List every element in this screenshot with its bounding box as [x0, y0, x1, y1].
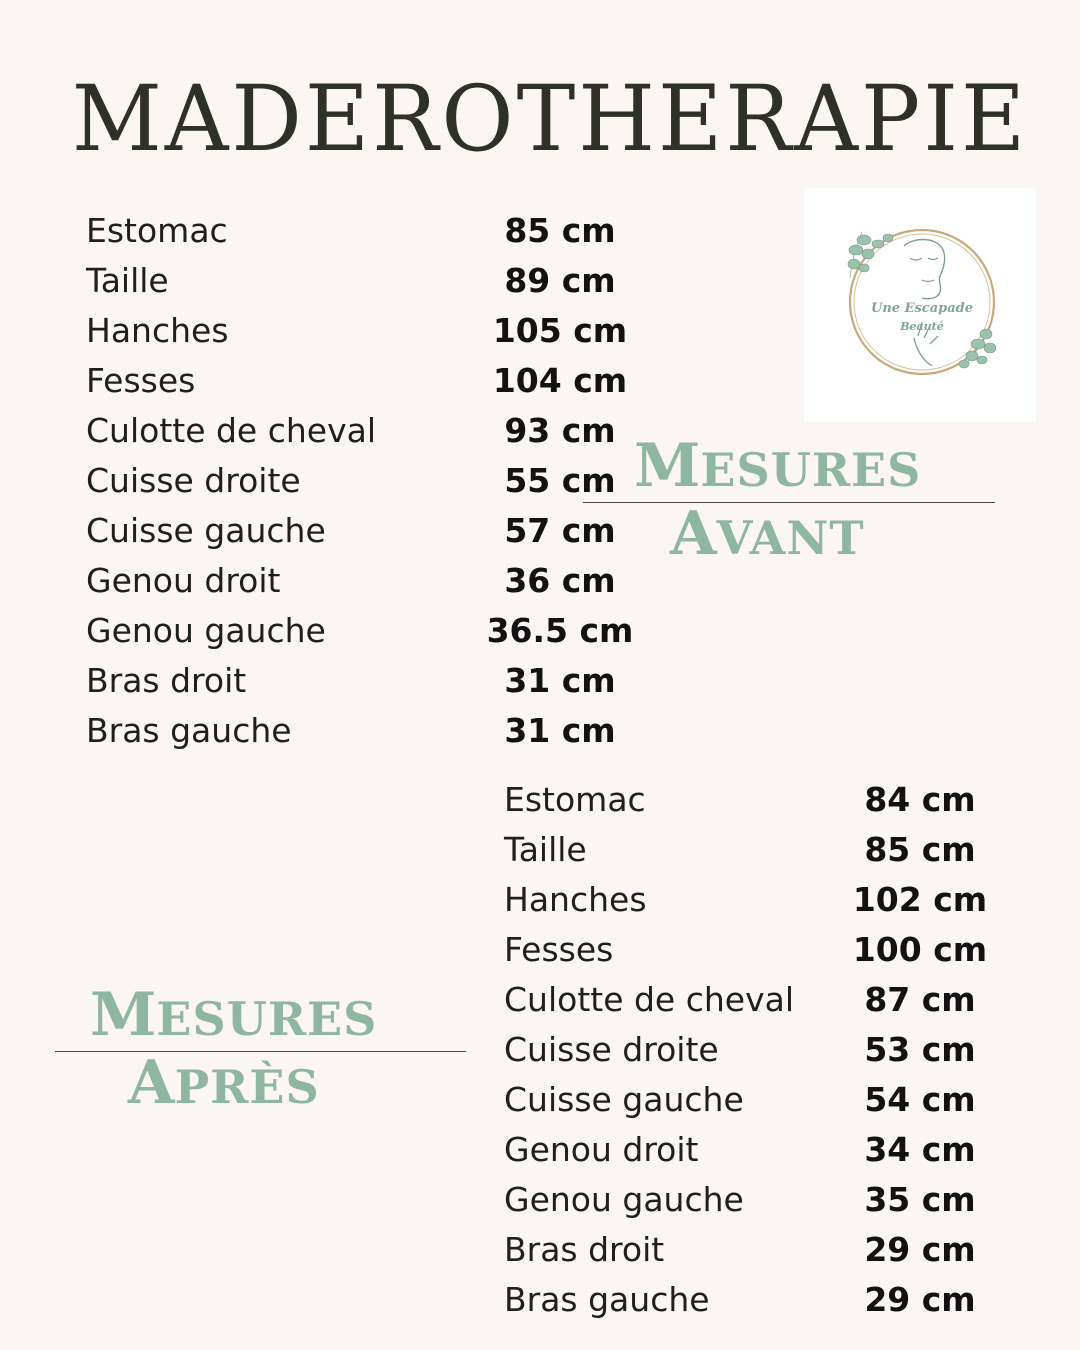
list-item: [86, 306, 628, 356]
measurement-value: 89 cm: [504, 261, 616, 300]
list-item: [504, 1275, 1044, 1325]
heading-initial: M: [90, 980, 157, 1050]
after-heading-line2: [128, 1048, 320, 1118]
eye-icon: [928, 258, 938, 260]
measurement-value: 31 cm: [504, 711, 616, 750]
list-item: [86, 606, 634, 656]
after-heading-line1: [90, 980, 378, 1050]
heading-initial: A: [670, 499, 717, 569]
eucalyptus-leaves-icon: [959, 326, 996, 368]
measurement-value: 29 cm: [864, 1230, 976, 1269]
list-item: [86, 706, 616, 756]
measurement-value: 85 cm: [504, 211, 616, 250]
heading-rest: VANT: [716, 511, 865, 565]
list-item: [504, 825, 1044, 875]
list-item: [504, 925, 1044, 975]
heading-rest: ESURES: [156, 992, 378, 1046]
measurement-value: 36.5 cm: [486, 611, 634, 650]
measurement-label: Genou gauche: [504, 1180, 744, 1219]
measurement-value: 84 cm: [864, 780, 976, 819]
measurement-label: Cuisse gauche: [504, 1080, 744, 1119]
list-item: [86, 206, 616, 256]
heading-initial: M: [634, 431, 701, 501]
measurement-label: Genou droit: [86, 561, 281, 600]
list-item: [504, 875, 1044, 925]
logo-emblem: [804, 188, 1036, 422]
list-item: [504, 975, 1044, 1025]
measurement-label: Bras gauche: [86, 711, 292, 750]
measurement-label: Estomac: [86, 211, 228, 250]
measurement-label: Genou droit: [504, 1130, 699, 1169]
page-title: MADEROTHERAPIE: [71, 65, 1029, 172]
measurement-value: 53 cm: [864, 1030, 976, 1069]
heading-rest: PRÈS: [174, 1060, 320, 1114]
list-item: [86, 456, 616, 506]
measurement-label: Hanches: [86, 311, 229, 350]
measurement-label: Bras droit: [504, 1230, 665, 1269]
measurement-label: Taille: [86, 261, 169, 300]
before-heading-line1: [634, 431, 922, 501]
before-measurements-list: [86, 206, 634, 756]
measurement-value: 87 cm: [864, 980, 976, 1019]
before-heading-divider: [583, 502, 995, 503]
list-item: [504, 1025, 1044, 1075]
heading-initial: A: [128, 1048, 175, 1118]
measurement-value: 93 cm: [504, 411, 616, 450]
list-item: [504, 1225, 1044, 1275]
measurement-label: Genou gauche: [86, 611, 326, 650]
measurement-value: 85 cm: [864, 830, 976, 869]
list-item: [504, 1175, 1044, 1225]
measurement-value: 104 cm: [492, 361, 628, 400]
eye-icon: [910, 258, 922, 260]
list-item: [86, 356, 628, 406]
list-item: [86, 256, 616, 306]
after-heading-divider: [55, 1051, 466, 1052]
list-item: [504, 775, 1044, 825]
measurement-label: Cuisse droite: [86, 461, 301, 500]
list-item: [86, 506, 616, 556]
measurement-value: 31 cm: [504, 661, 616, 700]
measurement-value: 34 cm: [864, 1130, 976, 1169]
brand-name-line2: Beauté: [900, 320, 944, 333]
before-heading-line2: [670, 499, 865, 569]
measurement-value: 35 cm: [864, 1180, 976, 1219]
measurement-value: 36 cm: [504, 561, 616, 600]
list-item: [86, 406, 616, 456]
measurement-value: 54 cm: [864, 1080, 976, 1119]
brand-name-line1: Une Escapade: [870, 301, 974, 316]
measurement-label: Hanches: [504, 880, 647, 919]
list-item: [86, 556, 616, 606]
measurement-value: 105 cm: [492, 311, 628, 350]
measurement-value: 29 cm: [864, 1280, 976, 1319]
eucalyptus-leaves-icon: [848, 232, 893, 278]
measurement-label: Fesses: [86, 361, 196, 400]
lips-icon: [922, 280, 934, 282]
measurement-label: Bras droit: [86, 661, 247, 700]
list-item: [86, 656, 616, 706]
measurement-label: Cuisse droite: [504, 1030, 719, 1069]
list-item: [504, 1125, 1044, 1175]
measurement-value: 57 cm: [504, 511, 616, 550]
measurement-label: Cuisse gauche: [86, 511, 326, 550]
measurement-label: Bras gauche: [504, 1280, 710, 1319]
measurement-value: 100 cm: [852, 930, 988, 969]
measurement-value: 55 cm: [504, 461, 616, 500]
heading-rest: ESURES: [700, 443, 922, 497]
measurement-label: Culotte de cheval: [86, 411, 377, 450]
measurement-value: 102 cm: [852, 880, 988, 919]
after-measurements-list: [504, 775, 1044, 1325]
brand-logo: [804, 188, 1036, 422]
list-item: [504, 1075, 1044, 1125]
measurement-label: Fesses: [504, 930, 614, 969]
measurement-label: Estomac: [504, 780, 646, 819]
face-outline-icon: [904, 240, 945, 299]
measurement-label: Culotte de cheval: [504, 980, 795, 1019]
measurement-label: Taille: [504, 830, 587, 869]
